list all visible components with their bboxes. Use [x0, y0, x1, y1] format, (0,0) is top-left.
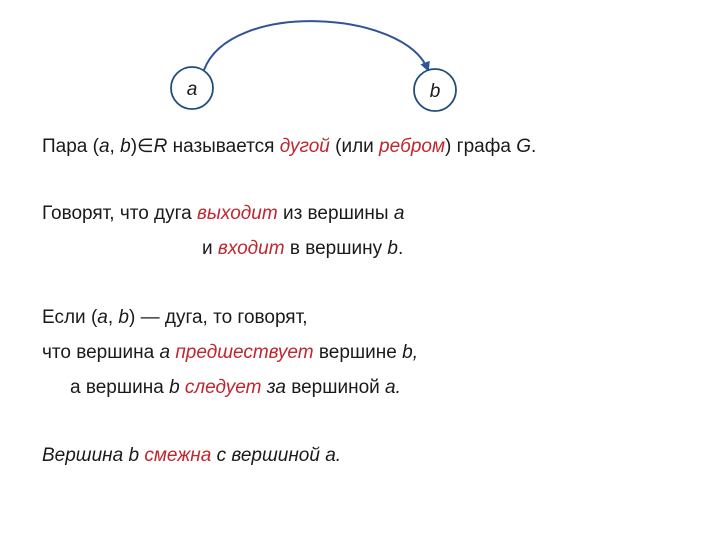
term-enters: входит — [217, 238, 285, 259]
var-a: a — [97, 307, 108, 328]
text: с вершиной — [211, 445, 326, 466]
text: что вершина — [42, 342, 160, 363]
var-a: a — [98, 136, 110, 157]
text: вершине — [313, 342, 403, 363]
arc-enters-line — [202, 237, 403, 261]
var-a: a — [393, 203, 405, 224]
term-precedes: предшествует — [175, 342, 314, 363]
term-adjacent: смежна — [144, 445, 212, 466]
follows-line — [70, 376, 401, 400]
var-b: b, — [402, 342, 418, 363]
text: Пара ( — [42, 136, 99, 157]
element-of-symbol: ∈ — [137, 136, 154, 157]
if-arc-line — [42, 306, 307, 330]
text: Говорят, что дуга — [42, 203, 198, 224]
text: Если ( — [42, 307, 98, 328]
text: . — [397, 238, 404, 259]
text: ) графа — [445, 136, 517, 157]
text: из вершины — [277, 203, 394, 224]
var-a: a — [159, 342, 171, 363]
term-edge: ребром — [379, 136, 446, 157]
node-b-label: b — [429, 81, 441, 102]
adjacent-line — [42, 444, 341, 468]
var-a: a — [325, 445, 336, 466]
text: называется — [167, 136, 280, 157]
graph-diagram — [0, 0, 720, 120]
text: а вершина — [70, 377, 170, 398]
text: в вершину — [284, 238, 388, 259]
var-G: G — [516, 136, 531, 157]
node-a-label: a — [186, 79, 198, 100]
var-R: R — [153, 136, 168, 157]
definition-arc-line — [42, 135, 536, 159]
term-follows: следует — [184, 377, 262, 398]
arc-leaves-line — [42, 202, 404, 226]
text: и — [202, 238, 218, 259]
text: Вершина — [42, 445, 129, 466]
term-leaves: выходит — [197, 203, 278, 224]
term-arc: дугой — [279, 136, 330, 157]
text: . — [335, 445, 342, 466]
var-b: b — [169, 377, 180, 398]
text: за — [261, 377, 286, 398]
var-a: a. — [385, 377, 401, 398]
text: (или — [329, 136, 380, 157]
text: ) — [130, 136, 138, 157]
text: ) — дуга, то говорят, — [128, 307, 308, 328]
text: , — [107, 307, 119, 328]
var-b: b — [387, 238, 398, 259]
text: вершиной — [285, 377, 386, 398]
var-b: b — [128, 445, 140, 466]
text: . — [530, 136, 537, 157]
var-b: b — [120, 136, 131, 157]
text: , — [109, 136, 121, 157]
arc-a-to-b — [204, 21, 428, 70]
var-b: b — [118, 307, 129, 328]
precedes-line — [42, 341, 418, 365]
